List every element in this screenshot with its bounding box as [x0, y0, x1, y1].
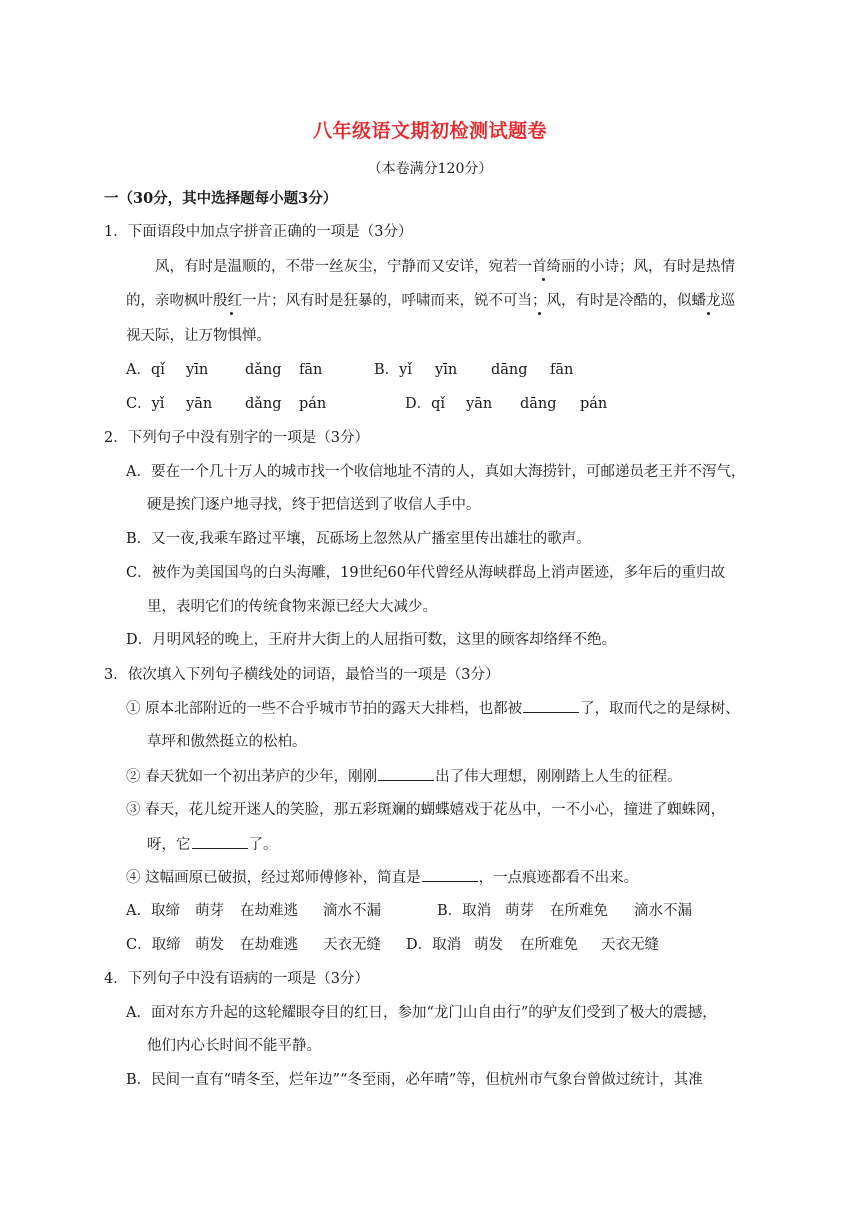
emphasis-dot	[230, 312, 233, 315]
sentence-text: 呀，它	[147, 837, 191, 853]
q3-c-word-4: 天衣无缝	[323, 937, 381, 953]
q3-option-b: B．取消	[437, 903, 492, 919]
q3-option-a: A．取缔	[126, 903, 180, 919]
q1-a-pinyin-3: dǎng	[245, 362, 282, 378]
q3-d-word-3: 在所难免	[520, 937, 578, 953]
q3-b-word-3: 在所难免	[550, 903, 608, 919]
q3-option-d: D．取消	[406, 937, 462, 953]
q3-a-word-4: 滴水不漏	[323, 903, 381, 919]
q3-b-word-2: 萌芽	[505, 903, 534, 919]
q1-option-d: D．qǐ	[405, 396, 446, 412]
q3-sentence-4	[126, 867, 638, 888]
q2-option-c-line2: 里，表明它们的传统食物来源已经大大减少。	[147, 599, 437, 615]
sentence-text: 出了伟大理想，刚刚踏上人生的征程。	[435, 769, 682, 785]
q2-stem: 2．下列句子中没有别字的一项是（3分）	[104, 430, 369, 446]
q3-sentence-1-cont: 草坪和傲然挺立的松柏。	[147, 734, 307, 750]
q1-d-pinyin-2: yān	[466, 396, 493, 412]
q3-a-word-3: 在劫难逃	[240, 903, 298, 919]
q4-option-a-line1: A．面对东方升起的这轮耀眼夺目的红日，参加“龙门山自由行”的驴友们受到了极大的震撼，	[126, 1005, 717, 1021]
q3-d-word-2: 萌发	[474, 937, 503, 953]
fill-blank	[192, 834, 248, 849]
q1-b-pinyin-3: dāng	[491, 362, 528, 378]
emphasis-dot	[538, 312, 541, 315]
q1-a-pinyin-2: yīn	[186, 362, 209, 378]
q1-option-b: B．yǐ	[374, 362, 412, 378]
q1-option-a	[126, 360, 165, 380]
sentence-text: ② 春天犹如一个初出茅庐的少年，刚刚	[126, 769, 378, 785]
q4-stem: 4．下列句子中没有语病的一项是（3分）	[104, 971, 369, 987]
option-letter: A．qǐ	[126, 362, 165, 378]
q1-option-c: C．yǐ	[126, 396, 165, 412]
fill-blank	[523, 698, 579, 713]
q3-b-word-4: 滴水不漏	[634, 903, 692, 919]
q1-stem: 1．下面语段中加点字拼音正确的一项是（3分）	[104, 224, 413, 240]
q2-option-c-line1: C．被作为美国国鸟的白头海雕，19世纪60年代曾经从海峡群岛上消声匿迹，多年后的重归故	[126, 565, 725, 581]
q3-c-word-2: 萌发	[195, 937, 224, 953]
q4-option-a-line2: 他们内心长时间不能平静。	[147, 1038, 321, 1054]
q4-option-b-line1: B．民间一直有“晴冬至，烂年边”“冬至雨，必年晴”等，但杭州市气象台曾做过统计，其准	[126, 1072, 703, 1088]
sentence-text: ④ 这幅画原已破损，经过郑师傅修补，简直是	[126, 870, 421, 886]
q3-d-word-4: 天衣无缝	[601, 937, 659, 953]
q2-option-b: B．又一夜,我乘车路过平壤，瓦砾场上忽然从广播室里传出雄壮的歌声。	[126, 531, 591, 547]
sentence-text: 了，取而代之的是绿树、	[580, 701, 740, 717]
q3-stem: 3．依次填入下列句子横线处的词语，最恰当的一项是（3分）	[104, 667, 500, 683]
q1-d-pinyin-3: dāng	[520, 396, 557, 412]
q2-option-a-line1: A．要在一个几十万人的城市找一个收信地址不清的人，真如大海捞针，可邮递员老王并不泻气，	[126, 464, 746, 480]
q1-passage-line1: 风，有时是温顺的，不带一丝灰尘，宁静而又安详，宛若一首绮丽的小诗；风，有时是热情	[155, 259, 735, 275]
q1-b-pinyin-2: yīn	[435, 362, 458, 378]
q1-c-pinyin-4: pán	[299, 396, 327, 412]
fill-blank	[378, 766, 434, 781]
q1-d-pinyin-4: pán	[580, 396, 608, 412]
q2-option-a-line2: 硬是挨门逐户地寻找，终于把信送到了收信人手中。	[147, 497, 481, 513]
q1-a-pinyin-4: fān	[299, 362, 323, 378]
q1-passage-line3: 视天际，让万物惧惮。	[126, 328, 271, 344]
q3-option-c: C．取缔	[126, 937, 181, 953]
fill-blank	[422, 867, 478, 882]
q3-sentence-1	[126, 698, 740, 719]
sentence-text: ，一点痕迹都看不出来。	[478, 870, 639, 886]
q1-c-pinyin-3: dǎng	[245, 396, 282, 412]
sentence-text: ① 原本北部附近的一些不合乎城市节拍的露天大排档，也都被	[126, 701, 523, 717]
q3-sentence-3: ③ 春天，花儿绽开迷人的笑脸，那五彩斑斓的蝴蝶嬉戏于花丛中，一不小心，撞进了蜘蛛网，	[126, 802, 726, 818]
q3-a-word-2: 萌芽	[195, 903, 224, 919]
emphasis-dot	[707, 312, 710, 315]
q1-passage-line2: 的，亲吻枫叶殷红一片；风有时是狂暴的，呼啸而来，锐不可当；风，有时是冷酷的，似蟠龙巡	[126, 293, 735, 309]
page-subtitle: （本卷满分120分）	[367, 161, 493, 177]
sentence-text: 了。	[248, 837, 278, 853]
q1-b-pinyin-4: fān	[550, 362, 574, 378]
q3-sentence-3-cont	[147, 834, 278, 855]
page-title: 八年级语文期初检测试题卷	[312, 120, 547, 142]
q3-sentence-2	[126, 766, 682, 787]
q3-c-word-3: 在劫难逃	[240, 937, 298, 953]
q1-c-pinyin-2: yān	[186, 396, 213, 412]
section-heading: 一（30分，其中选择题每小题3分）	[104, 190, 338, 207]
emphasis-dot	[542, 278, 545, 281]
q2-option-d: D．月明风轻的晚上，王府井大街上的人屈指可数，这里的顾客却络绎不绝。	[126, 632, 617, 648]
